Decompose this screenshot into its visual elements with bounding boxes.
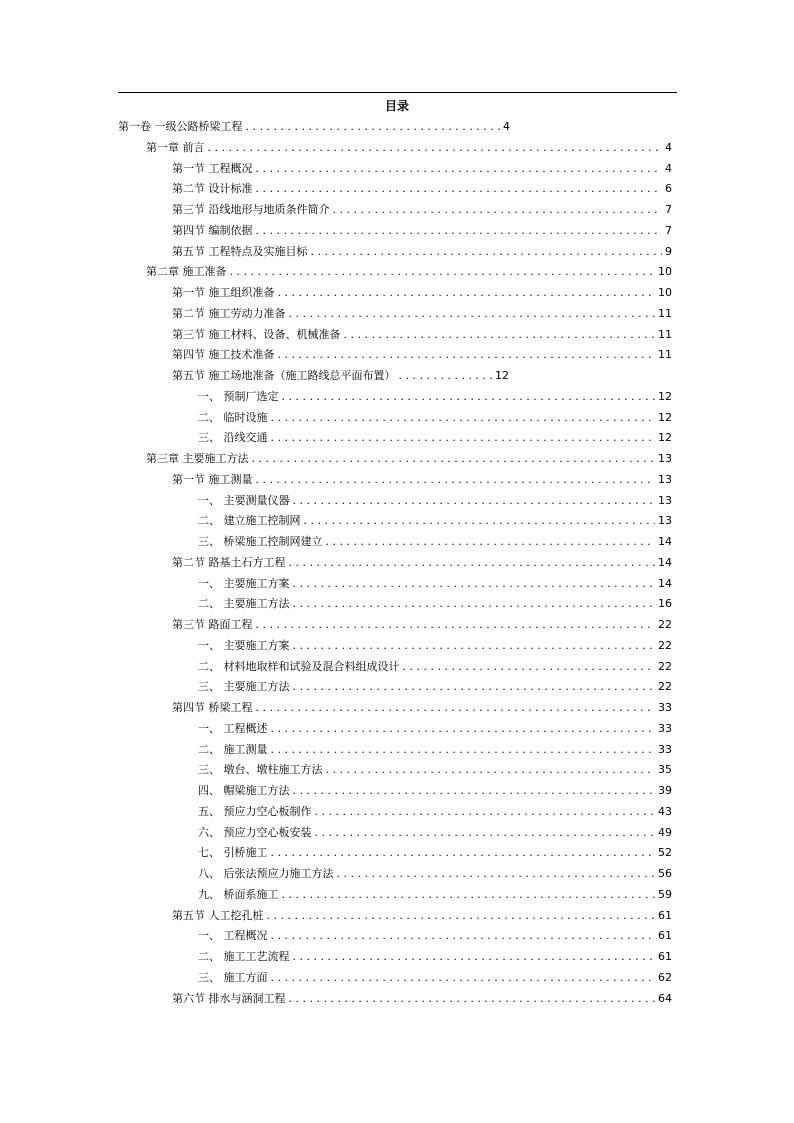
- toc-page-number: 12: [658, 389, 672, 403]
- toc-leader-dots: [271, 844, 656, 862]
- toc-page-number: 33: [658, 701, 672, 714]
- toc-entry-label: 四、 帽梁施工方法: [198, 784, 290, 797]
- toc-leader-dots: [289, 305, 656, 323]
- toc-page-number: 61: [658, 950, 672, 963]
- toc-leader-dots: [399, 367, 493, 385]
- toc-page-number: 14: [658, 555, 672, 569]
- toc-leader-dots: [246, 118, 501, 136]
- toc-entry[interactable]: [198, 678, 672, 699]
- toc-leader-dots: [326, 761, 656, 779]
- toc-entry[interactable]: [198, 492, 672, 513]
- toc-entry-label: 三、 墩台、墩柱施工方法: [198, 763, 323, 777]
- toc-entry[interactable]: [198, 575, 672, 596]
- toc-entry-label: 二、 施工工艺流程: [198, 950, 290, 963]
- toc-leader-dots: [282, 388, 656, 406]
- toc-entry-label: 第六节 排水与涵洞工程: [172, 991, 286, 1005]
- toc-entry-label: 一、 预制厂选定: [198, 389, 279, 403]
- toc-page-number: 12: [658, 410, 672, 424]
- toc-entry[interactable]: [198, 824, 672, 845]
- toc-page-number: 62: [658, 970, 672, 984]
- toc-entry[interactable]: [172, 907, 672, 928]
- toc-entry-label: 第二节 施工劳动力准备: [172, 306, 286, 320]
- toc-page-number: 10: [658, 286, 672, 299]
- toc-leader-dots: [315, 824, 656, 842]
- toc-page-number: 22: [658, 638, 672, 652]
- toc-page-number: 11: [658, 306, 672, 320]
- toc-leader-dots: [208, 139, 663, 157]
- toc-leader-dots: [293, 678, 656, 696]
- toc-entry-label: 六、 预应力空心板安装: [198, 825, 312, 839]
- toc-entry[interactable]: [172, 346, 672, 367]
- toc-entry[interactable]: [198, 803, 672, 824]
- toc-entry[interactable]: [146, 263, 672, 284]
- toc-entry-label: 第二节 设计标准: [172, 182, 253, 196]
- toc-leader-dots: [271, 429, 656, 447]
- toc-leader-dots: [256, 471, 656, 489]
- toc-page-number: 14: [658, 535, 672, 548]
- toc-entry-label: 二、 主要施工方法: [198, 597, 290, 611]
- toc-page-number: 52: [658, 846, 672, 860]
- toc-page-number: 13: [658, 493, 672, 507]
- toc-leader-dots: [293, 575, 656, 593]
- toc-page-number: 33: [658, 721, 672, 735]
- toc-leader-dots: [252, 450, 656, 468]
- toc-leader-dots: [304, 512, 656, 530]
- toc-page-number: 4: [665, 161, 672, 175]
- toc-page-number: 12: [658, 431, 672, 445]
- toc-page-number: 49: [658, 825, 672, 839]
- toc-page-number: 13: [658, 452, 672, 465]
- toc-entry-label: 第一卷 一级公路桥梁工程: [118, 120, 243, 133]
- toc-page-number: 39: [658, 784, 672, 797]
- toc-entry-label: 第四节 桥梁工程: [172, 701, 253, 714]
- toc-entry[interactable]: [198, 512, 672, 533]
- toc-entry[interactable]: [198, 761, 672, 782]
- toc-entry-label: 二、 施工测量: [198, 742, 268, 756]
- toc-entry-label: 一、 工程概况: [198, 929, 268, 943]
- toc-entry[interactable]: [172, 699, 672, 720]
- toc-entry[interactable]: [146, 450, 672, 471]
- toc-leader-dots: [278, 346, 656, 364]
- toc-entry-label: 第一节 施工组织准备: [172, 286, 275, 299]
- toc-leader-dots: [230, 263, 656, 281]
- toc-entry-label: 三、 沿线交通: [198, 431, 268, 445]
- toc-entry-label: 第二节 路基土石方工程: [172, 555, 286, 569]
- toc-entry[interactable]: [172, 326, 672, 347]
- toc-entry[interactable]: [198, 865, 672, 886]
- toc-entry[interactable]: [198, 948, 672, 969]
- toc-leader-dots: [271, 969, 656, 987]
- toc-entry[interactable]: [198, 844, 672, 865]
- toc-page-number: 56: [658, 867, 672, 880]
- toc-page-number: 33: [658, 742, 672, 756]
- toc-leader-dots: [271, 927, 656, 945]
- toc-entry-label: 第三节 施工材料、设备、机械准备: [172, 327, 341, 341]
- toc-page-number: 61: [658, 929, 672, 943]
- toc-entry[interactable]: [198, 927, 672, 948]
- toc-entry-label: 第四节 施工技术准备: [172, 348, 275, 362]
- toc-entry-label: 第三节 沿线地形与地质条件简介: [172, 203, 330, 216]
- toc-leader-dots: [289, 554, 656, 572]
- toc-page-number: 22: [658, 680, 672, 694]
- header-rule: [118, 92, 677, 93]
- toc-title: 目录: [384, 99, 409, 113]
- toc-page-number: 4: [503, 120, 510, 133]
- toc-leader-dots: [278, 284, 656, 302]
- toc-leader-dots: [337, 865, 656, 883]
- toc-entry[interactable]: [172, 554, 672, 575]
- toc-entry[interactable]: [198, 429, 672, 450]
- toc-entry[interactable]: [198, 409, 672, 430]
- toc-entry[interactable]: [198, 388, 672, 409]
- toc-page-number: 16: [658, 597, 672, 611]
- toc-page-number: 10: [658, 265, 672, 279]
- toc-entry[interactable]: [198, 720, 672, 741]
- toc-leader-dots: [293, 492, 656, 510]
- toc-entry[interactable]: [172, 616, 672, 637]
- toc-entry-label: 第五节 施工场地准备（施工路线总平面布置）: [172, 369, 396, 382]
- toc-entry-label: 第一节 工程概况: [172, 161, 253, 175]
- toc-page-number: 22: [658, 618, 672, 631]
- toc-entry-label: 第一节 施工测量: [172, 472, 253, 486]
- toc-leader-dots: [289, 990, 656, 1008]
- toc-entry[interactable]: [198, 658, 672, 679]
- toc-entry-label: 一、 主要测量仪器: [198, 493, 290, 507]
- toc-entry[interactable]: [172, 180, 672, 201]
- toc-leader-dots: [293, 948, 656, 966]
- toc-leader-dots: [293, 637, 656, 655]
- toc-entry[interactable]: [198, 595, 672, 616]
- toc-entry[interactable]: [172, 222, 672, 243]
- toc-leader-dots: [344, 326, 656, 344]
- toc-entry-label: 二、 临时设施: [198, 410, 268, 424]
- toc-page-number: 35: [658, 763, 672, 777]
- toc-leader-dots: [311, 243, 663, 261]
- toc-leader-dots: [256, 616, 656, 634]
- toc-entry[interactable]: [198, 637, 672, 658]
- toc-entry[interactable]: [146, 139, 672, 160]
- toc-page-number: 13: [658, 472, 672, 486]
- toc-entry-label: 一、 主要施工方案: [198, 576, 290, 590]
- toc-entry[interactable]: [198, 782, 672, 803]
- toc-page-number: 61: [658, 908, 672, 922]
- toc-leader-dots: [271, 720, 656, 738]
- toc-entry[interactable]: [198, 533, 672, 554]
- toc-leader-dots: [333, 201, 663, 219]
- toc-leader-dots: [293, 782, 656, 800]
- toc-entry-label: 二、 材料地取样和试验及混合料组成设计: [198, 659, 400, 673]
- toc-leader-dots: [403, 658, 656, 676]
- toc-entry-label: 五、 预应力空心板制作: [198, 804, 312, 818]
- toc-leader-dots: [256, 222, 663, 240]
- toc-page-number: 4: [665, 140, 672, 154]
- toc-entry-label: 第三章 主要施工方法: [146, 452, 249, 465]
- toc-page-number: 14: [658, 576, 672, 590]
- toc-leader-dots: [282, 886, 656, 904]
- toc-entry-label: 第一章 前言: [146, 140, 205, 154]
- toc-entry-label: 三、 主要施工方法: [198, 680, 290, 694]
- toc-page-number: 12: [495, 369, 509, 382]
- toc-entry-label: 三、 桥梁施工控制网建立: [198, 535, 323, 548]
- toc-leader-dots: [293, 595, 656, 613]
- toc-page-number: 11: [658, 348, 672, 362]
- toc-leader-dots: [326, 533, 656, 551]
- toc-page-number: 11: [658, 327, 672, 341]
- toc-entry[interactable]: [172, 160, 672, 181]
- toc-entry[interactable]: [172, 367, 509, 388]
- toc-entry[interactable]: [172, 305, 672, 326]
- toc-entry-label: 第五节 工程特点及实施目标: [172, 244, 308, 258]
- toc-page-number: 22: [658, 659, 672, 673]
- toc-leader-dots: [271, 741, 656, 759]
- toc-entry[interactable]: [172, 471, 672, 492]
- toc-entry-label: 一、 工程概述: [198, 721, 268, 735]
- toc-entry[interactable]: [172, 201, 672, 222]
- toc-page-number: 7: [665, 203, 672, 216]
- toc-page-number: 59: [658, 887, 672, 901]
- toc-page-number: 43: [658, 804, 672, 818]
- toc-page-number: 7: [665, 223, 672, 237]
- toc-entry-label: 三、 施工方面: [198, 970, 268, 984]
- toc-entry[interactable]: [198, 741, 672, 762]
- toc-entry-label: 一、 主要施工方案: [198, 638, 290, 652]
- toc-entry[interactable]: [198, 886, 672, 907]
- toc-entry[interactable]: [118, 118, 510, 139]
- toc-page-number: 13: [658, 514, 672, 528]
- toc-leader-dots: [256, 160, 663, 178]
- toc-entry-label: 九、 桥面系施工: [198, 887, 279, 901]
- toc-entry-label: 八、 后张法预应力施工方法: [198, 867, 334, 880]
- toc-entry-label: 七、 引桥施工: [198, 846, 268, 860]
- toc-entry-label: 第四节 编制依据: [172, 223, 253, 237]
- toc-page-number: 6: [665, 182, 672, 196]
- toc-entry-label: 第二章 施工准备: [146, 265, 227, 279]
- toc-page-number: 64: [658, 991, 672, 1005]
- toc-entry[interactable]: [172, 243, 672, 264]
- toc-entry-label: 二、 建立施工控制网: [198, 514, 301, 528]
- toc-entry[interactable]: [172, 990, 672, 1011]
- toc-leader-dots: [256, 180, 663, 198]
- toc-leader-dots: [267, 907, 656, 925]
- toc-entry-label: 第三节 路面工程: [172, 618, 253, 631]
- toc-page-number: 9: [665, 244, 672, 258]
- toc-entry-label: 第五节 人工挖孔桩: [172, 908, 264, 922]
- toc-entry[interactable]: [198, 969, 672, 990]
- toc-leader-dots: [315, 803, 656, 821]
- toc-entry[interactable]: [172, 284, 672, 305]
- toc-leader-dots: [271, 409, 656, 427]
- toc-leader-dots: [256, 699, 656, 717]
